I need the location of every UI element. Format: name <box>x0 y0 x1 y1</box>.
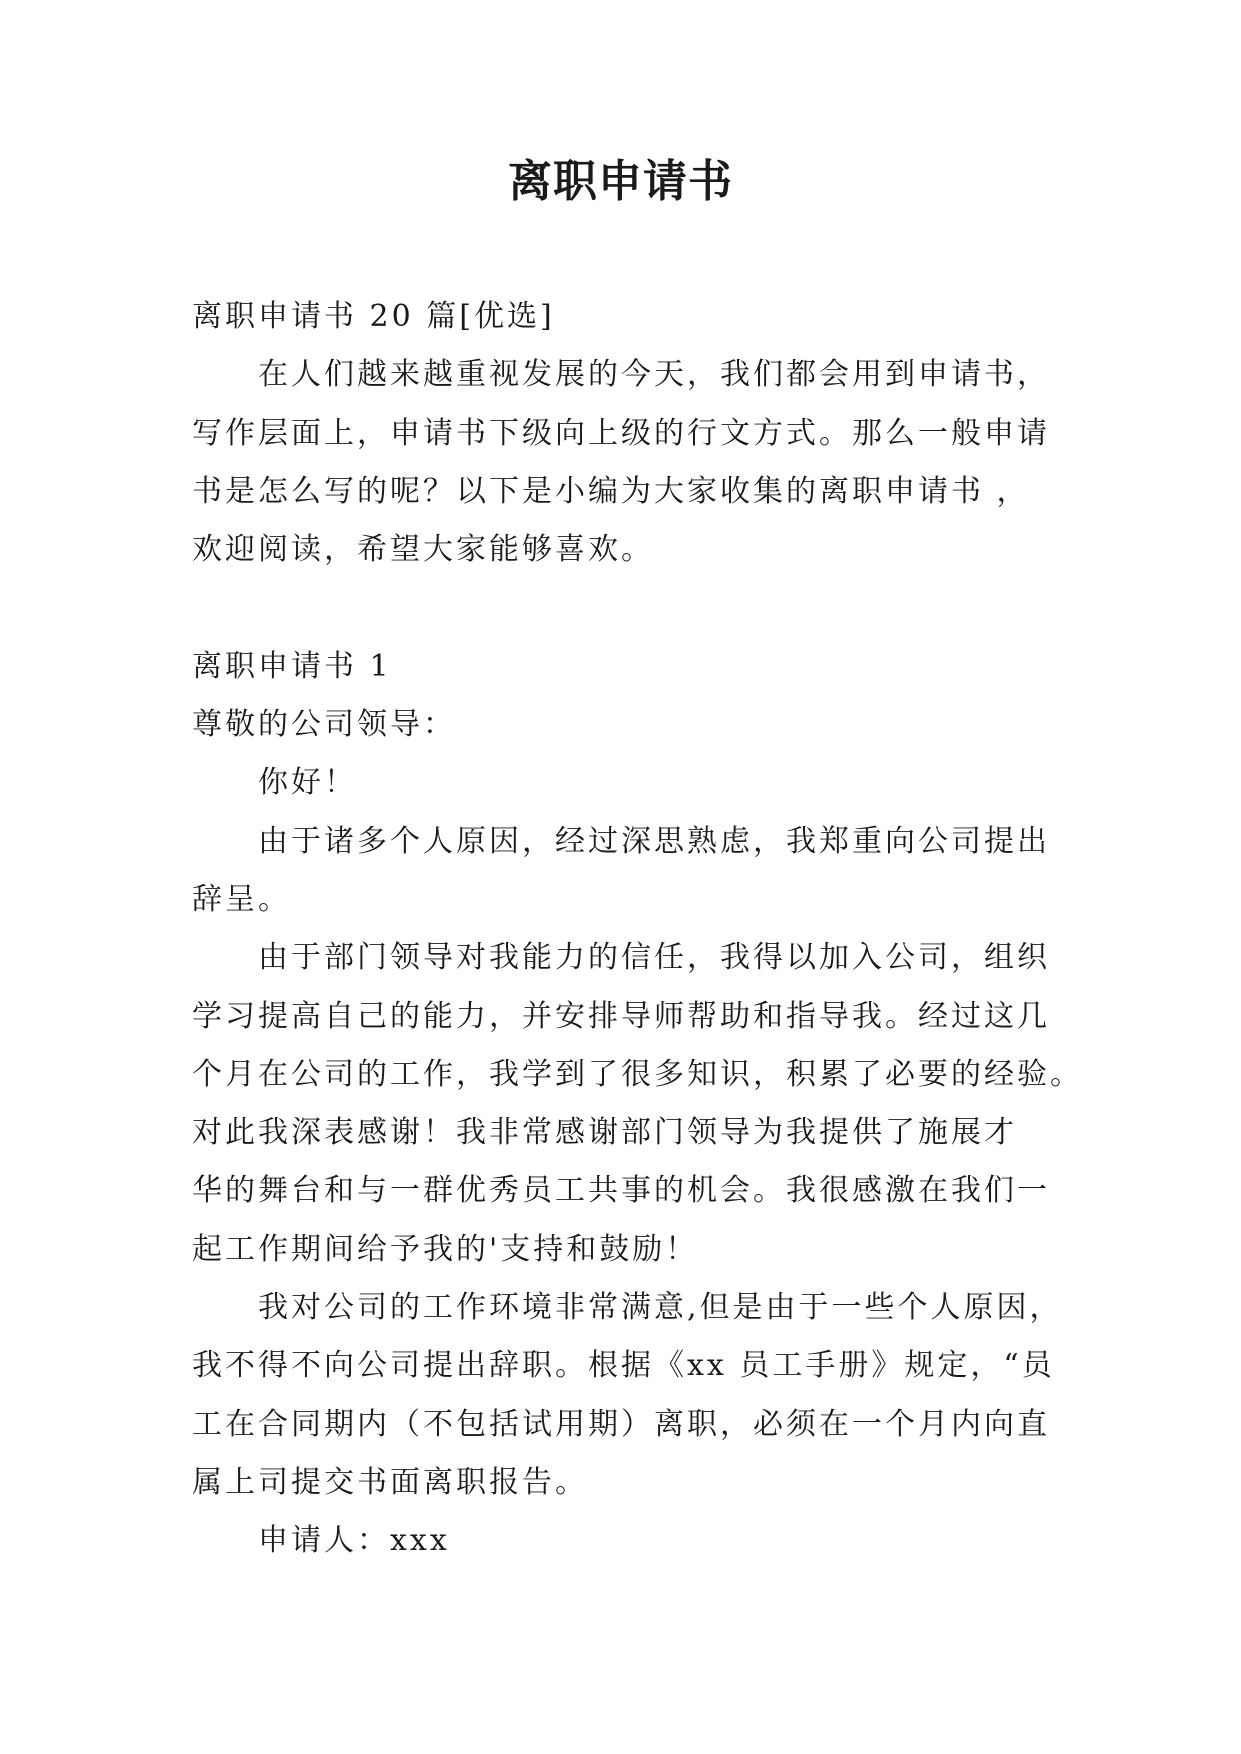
intro-line: 书是怎么写的呢？以下是小编为大家收集的离职申请书 ， <box>192 473 1030 509</box>
blank-line <box>192 579 1052 637</box>
paragraph2-line: 对此我深表感谢！我非常感谢部门领导为我提供了施展才 <box>192 1115 1017 1151</box>
section-heading: 离职申请书 1 <box>192 648 392 684</box>
intro-line: 在人们越来越重视发展的今天，我们都会用到申请书， <box>258 357 1050 393</box>
document-body <box>192 288 1083 1571</box>
intro-line: 欢迎阅读，希望大家能够喜欢。 <box>192 532 654 568</box>
signature: 申请人：xxx <box>258 1523 450 1559</box>
document-title: 离职申请书 <box>508 156 733 207</box>
paragraph2-line: 起工作期间给予我的'支持和鼓励！ <box>192 1231 699 1267</box>
paragraph2-line: 学习提高自己的能力，并安排导师帮助和指导我。经过这几 <box>192 998 1050 1034</box>
paragraph2-line: 由于部门领导对我能力的信任，我得以加入公司，组织 <box>258 940 1050 976</box>
paragraph1-line: 由于诸多个人原因，经过深思熟虑，我郑重向公司提出 <box>258 823 1050 859</box>
paragraph3-line: 我不得不向公司提出辞职。根据《xx 员工手册》规定，“员 <box>192 1348 1055 1384</box>
salutation: 尊敬的公司领导： <box>192 707 456 743</box>
greeting: 你好！ <box>258 765 357 801</box>
document-subtitle: 离职申请书 20 篇[优选] <box>192 299 555 334</box>
paragraph2-line: 个月在公司的工作，我学到了很多知识，积累了必要的经验。 <box>192 1056 1083 1092</box>
paragraph1-line: 辞呈。 <box>192 881 291 917</box>
paragraph3-line: 工在合同期内（不包括试用期）离职，必须在一个月内向直 <box>192 1406 1050 1442</box>
intro-line: 写作层面上，申请书下级向上级的行文方式。那么一般申请 <box>192 415 1050 451</box>
paragraph2-line: 华的舞台和与一群优秀员工共事的机会。我很感激在我们一 <box>192 1173 1050 1209</box>
paragraph3-line: 属上司提交书面离职报告。 <box>192 1464 588 1500</box>
paragraph3-line: 我对公司的工作环境非常满意,但是由于一些个人原因， <box>258 1290 1063 1326</box>
